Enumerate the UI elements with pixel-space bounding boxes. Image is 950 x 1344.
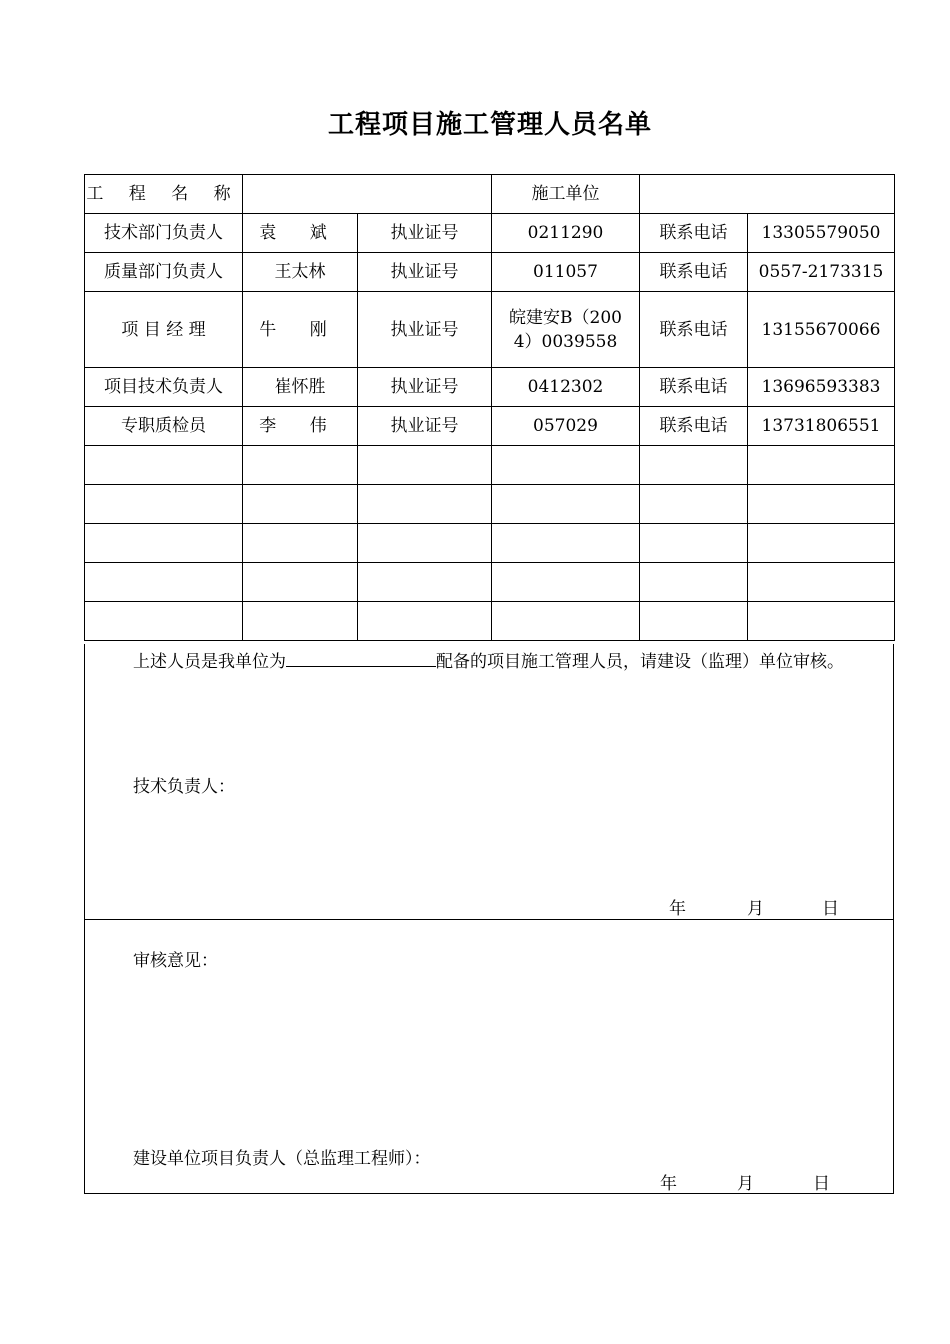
year-label: 年 [669,899,686,919]
table-row [85,407,895,446]
day-label: 日 [813,1174,830,1194]
empty-row [85,602,895,641]
review-section [84,920,894,1194]
table-row [85,214,895,253]
cert-label-cell: 执业证号 [358,368,492,407]
project-name-field[interactable] [243,175,492,214]
empty-cell[interactable] [243,524,358,563]
cert-number-cell: 皖建安B（2004）0039558 [492,292,640,368]
table-row [85,368,895,407]
empty-cell[interactable] [748,446,895,485]
cert-number-cell: 057029 [492,407,640,446]
empty-row [85,446,895,485]
table-row [85,292,895,368]
review-opinion-label: 审核意见： [133,951,218,971]
name-cell: 李 伟 [243,407,358,446]
role-cell: 质量部门负责人 [85,253,243,292]
empty-cell[interactable] [85,563,243,602]
project-name-label: 工 程 名 称 [85,175,243,214]
role-cell: 项目技术负责人 [85,368,243,407]
phone-cell: 13155670066 [748,292,895,368]
empty-cell[interactable] [358,524,492,563]
empty-cell[interactable] [640,602,748,641]
empty-cell[interactable] [640,524,748,563]
empty-cell[interactable] [492,485,640,524]
header-row [85,175,895,214]
empty-cell[interactable] [358,485,492,524]
role-cell: 项 目 经 理 [85,292,243,368]
empty-cell[interactable] [85,446,243,485]
cert-label-cell: 执业证号 [358,214,492,253]
phone-cell: 13696593383 [748,368,895,407]
empty-row [85,563,895,602]
tech-lead-signature-label: 技术负责人： [133,777,235,797]
role-cell: 技术部门负责人 [85,214,243,253]
phone-label-cell: 联系电话 [640,214,748,253]
empty-cell[interactable] [243,485,358,524]
phone-label-cell: 联系电话 [640,407,748,446]
year-label: 年 [660,1174,677,1194]
cert-number-cell: 011057 [492,253,640,292]
phone-cell: 0557-2173315 [748,253,895,292]
cert-number-cell: 0211290 [492,214,640,253]
statement-text-after: 配备的项目施工管理人员，请建设（监理）单位审核。 [436,652,844,672]
empty-cell[interactable] [358,602,492,641]
empty-row [85,524,895,563]
name-cell: 袁 斌 [243,214,358,253]
phone-label-cell: 联系电话 [640,292,748,368]
month-label: 月 [737,1174,754,1194]
empty-cell[interactable] [748,485,895,524]
empty-cell[interactable] [640,485,748,524]
empty-cell[interactable] [85,602,243,641]
empty-cell[interactable] [748,602,895,641]
construction-unit-label: 施工单位 [492,175,640,214]
personnel-table [84,174,895,641]
document-title: 工程项目施工管理人员名单 [327,110,652,140]
empty-row [85,485,895,524]
owner-signature-label: 建设单位项目负责人（总监理工程师）： [133,1149,431,1169]
name-cell: 崔怀胜 [243,368,358,407]
statement-section [84,644,894,920]
project-blank-field[interactable] [286,648,436,667]
construction-unit-field[interactable] [640,175,895,214]
phone-cell: 13305579050 [748,214,895,253]
empty-cell[interactable] [748,524,895,563]
empty-cell[interactable] [492,602,640,641]
phone-cell: 13731806551 [748,407,895,446]
statement-text [95,648,885,675]
table-row [85,253,895,292]
empty-cell[interactable] [358,563,492,602]
empty-cell[interactable] [640,446,748,485]
month-label: 月 [747,899,764,919]
signature-sections [84,644,894,1194]
cert-label-cell: 执业证号 [358,253,492,292]
cert-label-cell: 执业证号 [358,407,492,446]
role-cell: 专职质检员 [85,407,243,446]
empty-cell[interactable] [358,446,492,485]
statement-text-before: 上述人员是我单位为 [133,652,286,672]
empty-cell[interactable] [748,563,895,602]
empty-cell[interactable] [243,563,358,602]
phone-label-cell: 联系电话 [640,368,748,407]
name-cell: 王太林 [243,253,358,292]
empty-cell[interactable] [640,563,748,602]
empty-cell[interactable] [85,485,243,524]
empty-cell[interactable] [243,446,358,485]
cert-label-cell: 执业证号 [358,292,492,368]
cert-number-cell: 0412302 [492,368,640,407]
name-cell: 牛 刚 [243,292,358,368]
empty-cell[interactable] [85,524,243,563]
empty-cell[interactable] [492,563,640,602]
empty-cell[interactable] [492,446,640,485]
phone-label-cell: 联系电话 [640,253,748,292]
empty-cell[interactable] [492,524,640,563]
day-label: 日 [822,899,839,919]
empty-cell[interactable] [243,602,358,641]
